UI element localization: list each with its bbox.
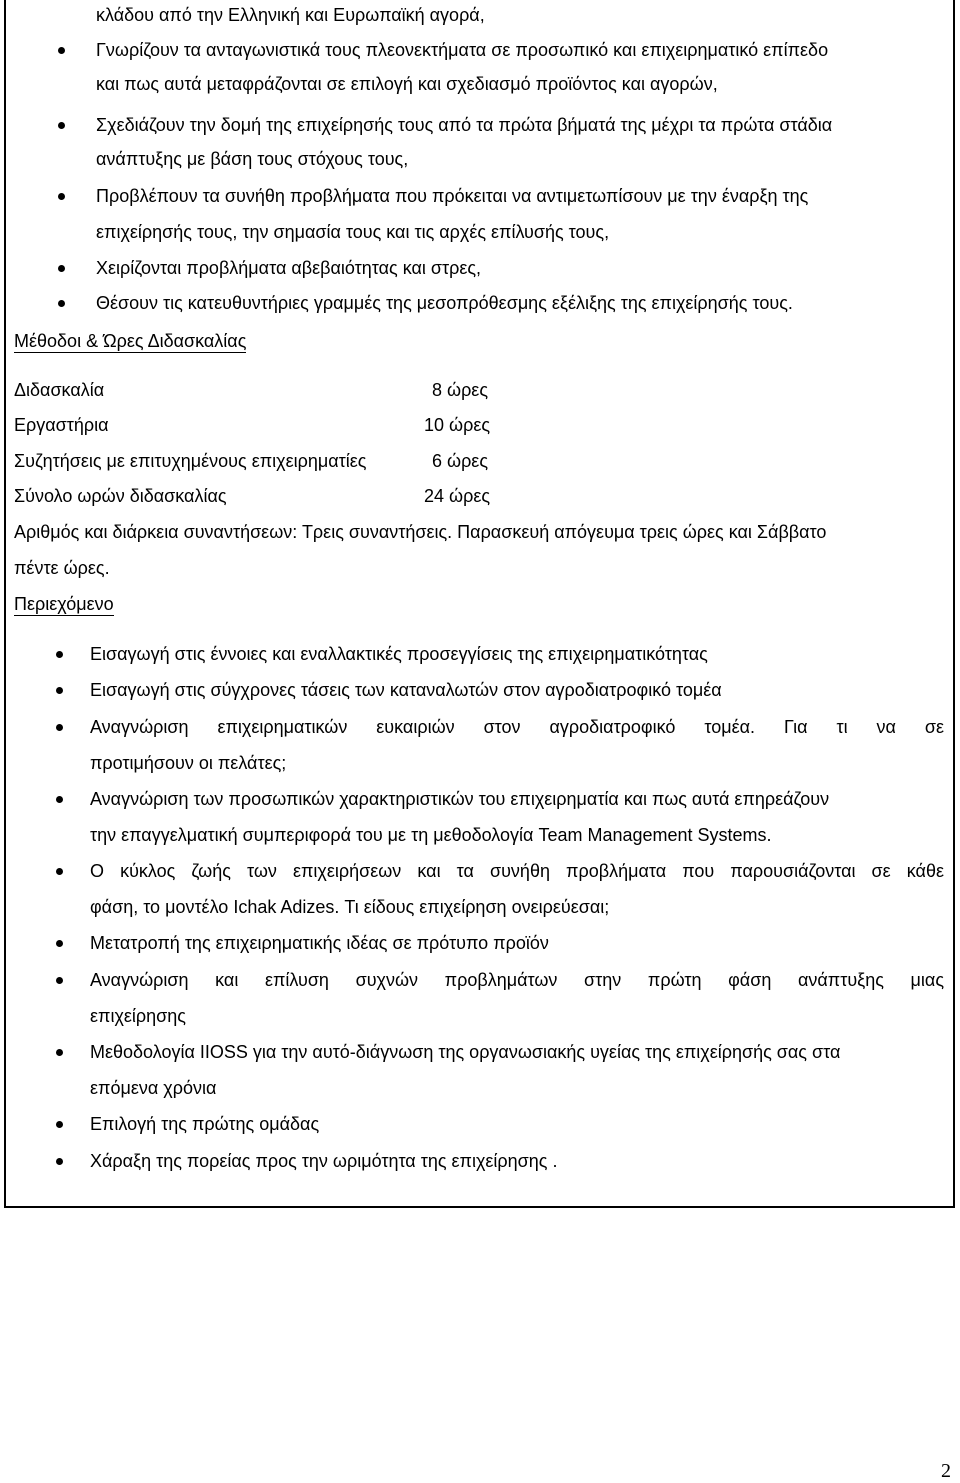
- bullet-icon: [56, 796, 63, 803]
- bullet-icon: [56, 868, 63, 875]
- content-item-3-line-1: Αναγνώριση επιχειρηματικών ευκαιριών στον αγροδιατροφικό τομέα. Για τι να σε: [90, 717, 944, 737]
- content-item-9: Επιλογή της πρώτης ομάδας: [90, 1114, 320, 1134]
- meetings-line-2: πέντε ώρες.: [14, 558, 110, 578]
- methods-row-label: Συζητήσεις με επιτυχημένους επιχειρηματίες: [14, 451, 367, 471]
- methods-row-label: Σύνολο ωρών διδασκαλίας: [14, 486, 227, 506]
- bullet-icon: [56, 651, 63, 658]
- objective-item-5: Θέσουν τις κατευθυντήριες γραμμές της μεσοπρόθεσμης εξέλιξης της επιχείρησής τους.: [96, 293, 793, 313]
- bullet-icon: [56, 977, 63, 984]
- objective-item-2-line-1: Σχεδιάζουν την δομή της επιχείρησής τους από τα πρώτα βήματά της μέχρι τα πρώτα στάδια: [96, 115, 833, 135]
- content-item-5-line-1: Ο κύκλος ζωής των επιχειρήσεων και τα συνήθη προβλήματα που παρουσιάζονται σε κάθε: [90, 861, 944, 881]
- page-number: 2: [941, 1460, 951, 1482]
- objective-item-3-line-2: επιχείρησής τους, την σημασία τους και τις αρχές επίλυσής τους,: [96, 222, 610, 242]
- bullet-icon: [56, 1049, 63, 1056]
- content-item-8-line-1: Μεθοδολογία IIOSS για την αυτό-διάγνωση της οργανωσιακής υγείας της επιχείρησής σας στα: [90, 1042, 841, 1062]
- bullet-icon: [56, 940, 63, 947]
- objective-item-2-line-2: ανάπτυξης με βάση τους στόχους τους,: [96, 149, 409, 169]
- content-item-5-line-2: φάση, το μοντέλο Ichak Adizes. Τι είδους επιχείρηση ονειρεύεσαι;: [90, 897, 610, 917]
- bullet-icon: [56, 724, 63, 731]
- bullet-icon: [56, 1121, 63, 1128]
- bullet-icon: [56, 1158, 63, 1165]
- content-item-6: Μετατροπή της επιχειρηματικής ιδέας σε πρότυπο προϊόν: [90, 933, 549, 953]
- methods-row-value: 24 ώρες: [424, 486, 491, 506]
- objective-item-3-line-1: Προβλέπουν τα συνήθη προβλήματα που πρόκειται να αντιμετωπίσουν με την έναρξη της: [96, 186, 809, 206]
- objective-item-4: Χειρίζονται προβλήματα αβεβαιότητας και στρες,: [96, 258, 482, 278]
- methods-heading: Μέθοδοι & Ώρες Διδασκαλίας: [14, 331, 247, 351]
- content-heading: Περιεχόμενο: [14, 594, 114, 614]
- methods-row-value: 8 ώρες: [432, 380, 489, 400]
- content-item-8-line-2: επόμενα χρόνια: [90, 1078, 217, 1098]
- bullet-icon: [58, 300, 65, 307]
- methods-row-value: 10 ώρες: [424, 415, 491, 435]
- methods-row-label: Διδασκαλία: [14, 380, 105, 400]
- meetings-line-1: Αριθμός και διάρκεια συναντήσεων: Τρεις συναντήσεις. Παρασκευή απόγευμα τρεις ώρες και Σάββατο: [14, 522, 827, 542]
- bullet-icon: [58, 122, 65, 129]
- methods-row-label: Εργαστήρια: [14, 415, 109, 435]
- content-item-4-line-2: την επαγγελματική συμπεριφορά του με τη μεθοδολογία Team Management Systems.: [90, 825, 772, 845]
- content-item-7-line-1: Αναγνώριση και επίλυση συχνών προβλημάτων στην πρώτη φάση ανάπτυξης μιας: [90, 970, 944, 990]
- objectives-continuation: κλάδου από την Ελληνική και Ευρωπαϊκή αγορά,: [96, 5, 485, 25]
- bullet-icon: [58, 193, 65, 200]
- content-item-3-line-2: προτιμήσουν οι πελάτες;: [90, 753, 287, 773]
- content-item-1: Εισαγωγή στις έννοιες και εναλλακτικές προσεγγίσεις της επιχειρηματικότητας: [90, 644, 708, 664]
- bullet-icon: [56, 687, 63, 694]
- content-item-4-line-1: Αναγνώριση των προσωπικών χαρακτηριστικών του επιχειρηματία και πως αυτά επηρεάζουν: [90, 789, 830, 809]
- objective-item-1-line-2: και πως αυτά μεταφράζονται σε επιλογή και σχεδιασμό προϊόντος και αγορών,: [96, 74, 718, 94]
- bullet-icon: [58, 265, 65, 272]
- content-item-10: Χάραξη της πορείας προς την ωριμότητα της επιχείρησης .: [90, 1151, 558, 1171]
- content-item-7-line-2: επιχείρησης: [90, 1006, 186, 1026]
- methods-row-value: 6 ώρες: [432, 451, 489, 471]
- bullet-icon: [58, 47, 65, 54]
- content-item-2: Εισαγωγή στις σύγχρονες τάσεις των καταναλωτών στον αγροδιατροφικό τομέα: [90, 680, 722, 700]
- objective-item-1-line-1: Γνωρίζουν τα ανταγωνιστικά τους πλεονεκτήματα σε προσωπικό και επιχειρηματικό επίπεδο: [96, 40, 829, 60]
